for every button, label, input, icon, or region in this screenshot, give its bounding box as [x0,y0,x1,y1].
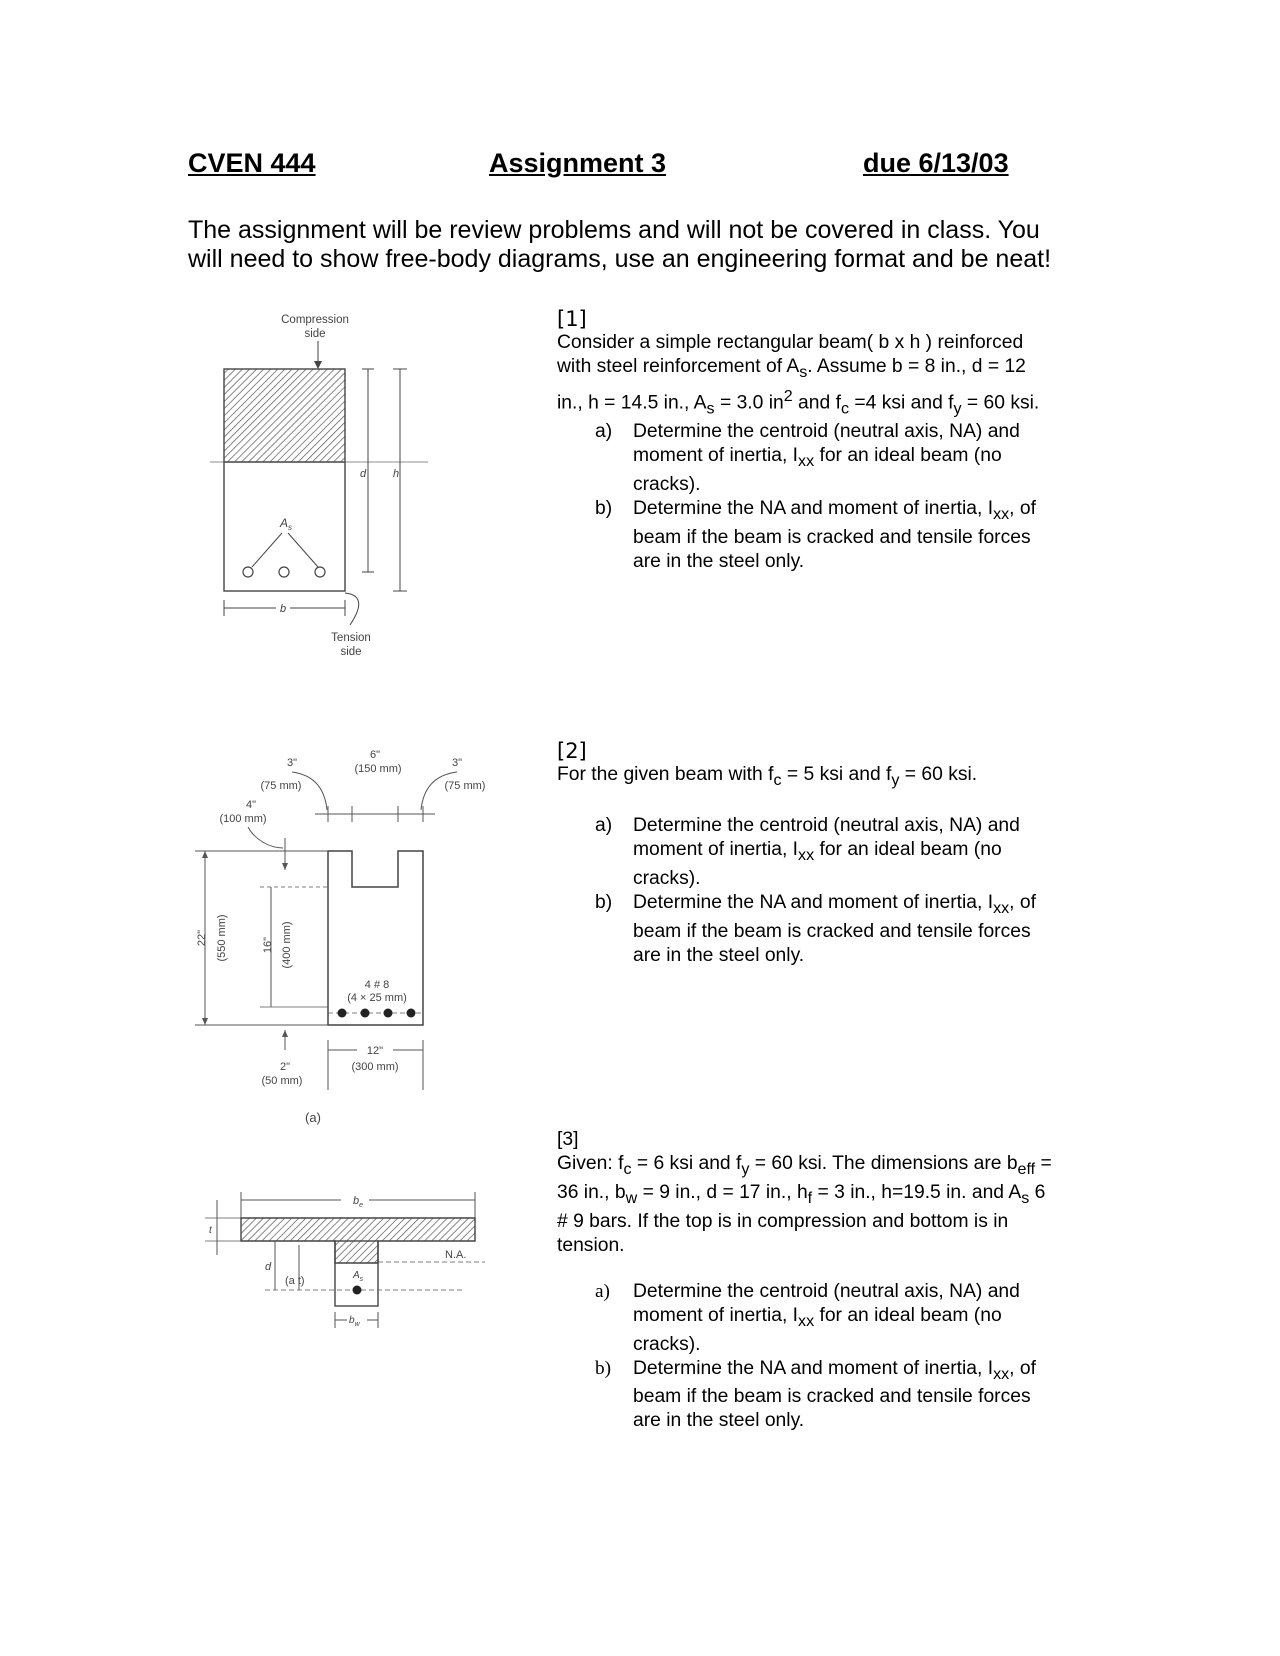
due-date: due 6/13/03 [863,148,1009,178]
h-label: h [393,468,400,480]
neutral-axis-label: N.A. [445,1249,467,1261]
svg-text:(75 mm): (75 mm) [260,780,302,792]
compression-zone [224,369,345,462]
intro-line: will need to show free-body diagrams, use an engineering format and be neat! [188,245,1052,273]
svg-text:(75 mm): (75 mm) [444,780,486,792]
svg-text:d: d [265,1261,272,1273]
svg-text:t: t [209,1225,212,1236]
as-label: $A_s$ [353,1270,364,1283]
rebar [353,1286,362,1295]
problem-line: with steel reinforcement of $A_s$. Assume b = 8 in., d = 12 [557,356,1026,381]
as-label: $A_s$ [280,516,293,532]
rebar [407,1009,416,1018]
course-code: CVEN 444 [188,148,316,178]
svg-text:(300 mm): (300 mm) [351,1061,399,1073]
svg-text:2": 2" [279,1061,291,1073]
figure-rectangular-beam [200,305,440,675]
task-a: a) Determine the centroid (neutral axis, NA) and moment of inertia, $I_{xx}$ for an ideal beam (no cracks). [595,421,1020,495]
compression-label-2: side [304,328,326,340]
problem-1 [557,307,1097,574]
d-label: d [360,468,367,480]
rebar [279,567,289,577]
b-label: b [279,603,287,615]
svg-text:(100 mm): (100 mm) [219,813,267,825]
tension-label-2: side [340,646,362,658]
figure-caption: (a) [305,1110,321,1125]
figure-notched-beam [185,730,505,1130]
svg-text:16": 16" [262,936,274,954]
svg-text:4": 4" [245,799,257,811]
problem-line: For the given beam with $f_c = 5$ ksi and $f_y = 60$ ksi. [557,764,978,789]
problem-line: tension. [557,1234,625,1256]
bars-label: 4 # 8 [364,979,390,991]
svg-text:22": 22" [196,929,208,947]
task-list [557,420,1097,574]
tension-label: Tension [331,632,371,644]
problem-number: [3] [557,1129,579,1150]
task-list [557,814,1097,968]
compression-label: Compression [281,314,349,326]
svg-text:(50 mm): (50 mm) [261,1075,303,1087]
svg-text:(150 mm): (150 mm) [354,763,402,775]
svg-text:6": 6" [369,749,381,761]
problem-number: [2] [557,739,587,763]
be-label: $b_e$ [353,1195,364,1209]
problem-2 [557,739,1097,968]
rebar [243,567,253,577]
assignment-title: Assignment 3 [489,148,667,178]
figure-t-beam [195,1180,495,1360]
bars-mm-label: (4 × 25 mm) [347,992,407,1004]
intro-paragraph [188,216,1088,274]
problem-3 [557,1128,1097,1433]
rebar [315,567,325,577]
rebar [384,1009,393,1018]
svg-text:12": 12" [366,1045,384,1057]
svg-text:(a t): (a t) [285,1275,305,1287]
problem-number: [1] [557,307,587,331]
problem-text [557,1152,1097,1258]
task-a: a) Determine the centroid (neutral axis, NA) and moment of inertia, $I_{xx}$ for an ideal beam (no cracks). [595,1280,1020,1355]
svg-text:3": 3" [286,757,298,769]
problem-line: Consider a simple rectangular beam( b x h ) reinforced [557,332,1024,353]
svg-text:3": 3" [451,757,463,769]
problem-text [557,331,1097,420]
task-b: b) Determine the NA and moment of inertia, $I_{xx}$, of beam if the beam is cracked and tensile forces are in the steel only. [595,498,1036,572]
bw-label: $b_w$ [349,1315,360,1328]
svg-text:(550 mm): (550 mm) [216,914,228,962]
rebar [361,1009,370,1018]
problem-line: # 9 bars. If the top is in compression and bottom is in [557,1210,1009,1232]
svg-text:(400 mm): (400 mm) [281,921,293,969]
intro-line: The assignment will be review problems and will not be covered in class. You [188,216,1040,244]
problem-line: Given: $f_c = 6$ ksi and $f_y = 60$ ksi. The dimensions are $b_{eff}$ = [557,1153,1052,1178]
task-a: a) Determine the centroid (neutral axis, NA) and moment of inertia, $I_{xx}$ for an ideal beam (no cracks). [595,814,1020,889]
task-b: b) Determine the NA and moment of inertia, $I_{xx}$, of beam if the beam is cracked and tensile forces are in the steel only. [595,1357,1036,1432]
problem-line: in., h = 14.5 in., $A_s = 3.0$ $in^2$ and $f_c =4$ ksi and $f_y = 60$ ksi. [557,386,1040,418]
task-list [557,1280,1097,1434]
rebar [338,1009,347,1018]
task-b: b) Determine the NA and moment of inertia, $I_{xx}$, of beam if the beam is cracked and tensile forces are in the steel only. [595,891,1036,966]
problem-line: 36 in., $b_w = 9$ in., d = 17 in., $h_f = 3$ in., h=19.5 in. and $A_s$ 6 [557,1181,1046,1207]
